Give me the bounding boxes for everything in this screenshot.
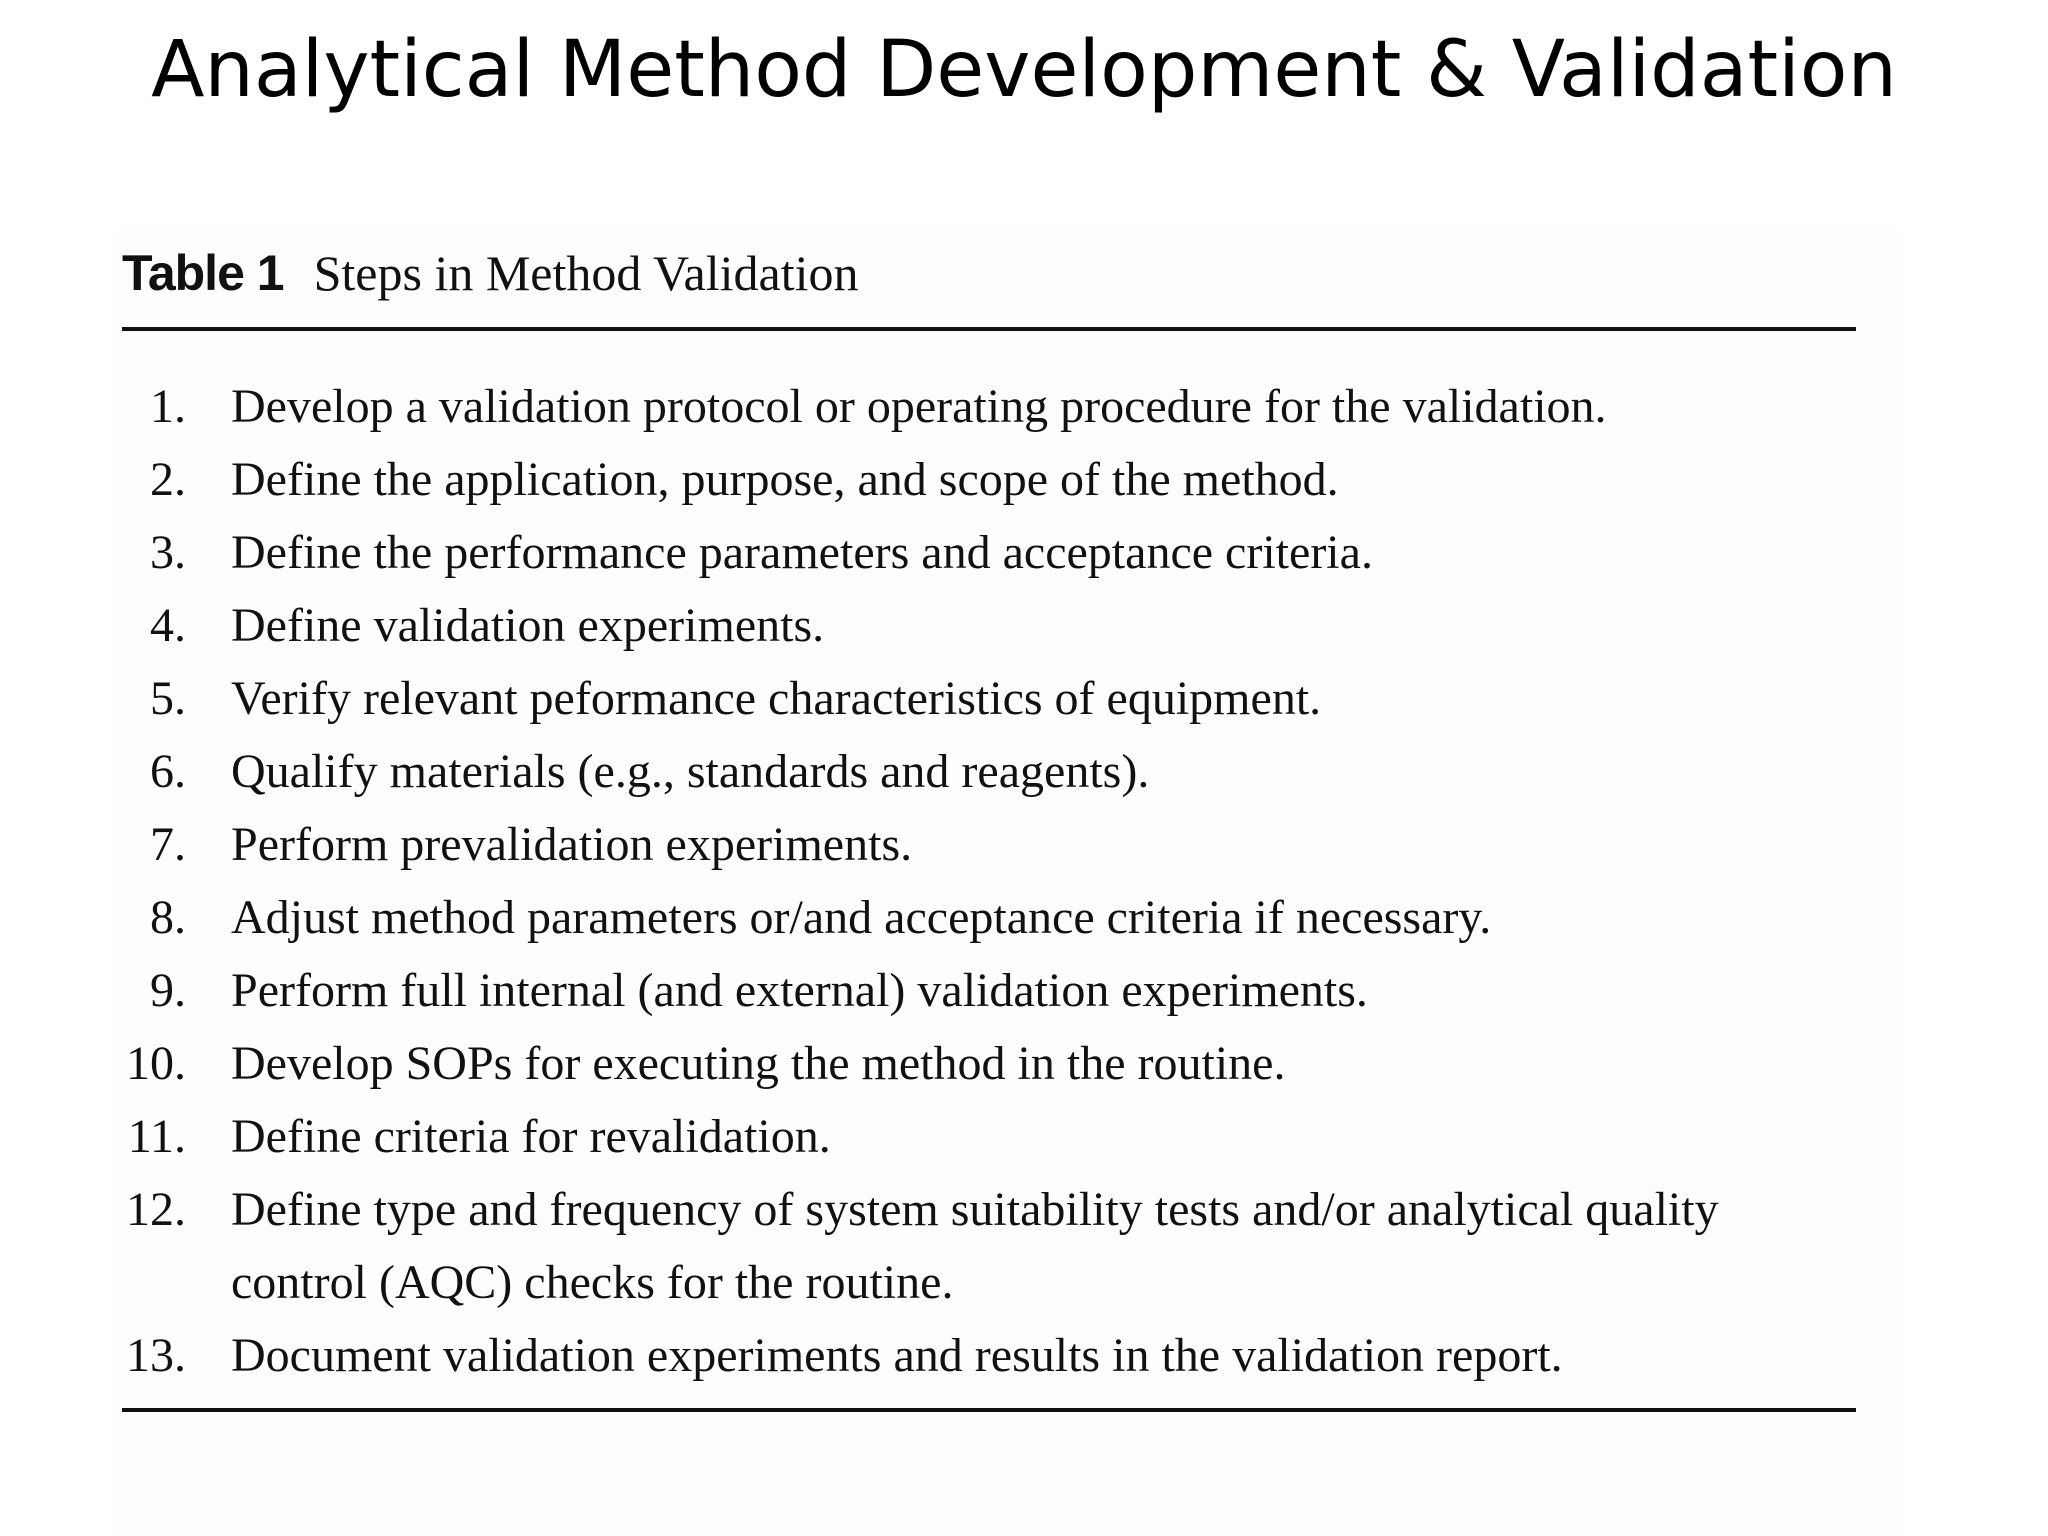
list-item [118, 1319, 1898, 1392]
step-text: Define the application, purpose, and scope of the method. [231, 453, 1339, 506]
step-number: 9. [150, 964, 186, 1017]
step-text: Verify relevant peformance characteristics of equipment. [231, 672, 1322, 725]
step-text: Define validation experiments. [231, 599, 825, 652]
list-item [118, 1100, 1898, 1173]
step-text: Define criteria for revalidation. [231, 1110, 831, 1163]
step-text: Develop a validation protocol or operating procedure for the validation. [231, 380, 1607, 433]
list-item [118, 881, 1898, 954]
step-number: 6. [150, 745, 186, 798]
step-text: Develop SOPs for executing the method in the routine. [231, 1037, 1286, 1090]
step-text: Define the performance parameters and acceptance criteria. [231, 526, 1373, 579]
step-text: Perform prevalidation experiments. [231, 818, 913, 871]
bottom-rule [122, 1408, 1856, 1412]
steps-table [118, 230, 1898, 1536]
step-number: 11. [127, 1110, 186, 1163]
steps-list [118, 370, 1898, 1392]
step-number: 10. [126, 1037, 186, 1090]
slide-title: Analytical Method Development & Validation [151, 25, 1897, 115]
step-number: 7. [150, 818, 186, 871]
list-item [118, 954, 1898, 1027]
list-item [118, 516, 1898, 589]
list-item [118, 808, 1898, 881]
list-item [118, 662, 1898, 735]
list-item [118, 589, 1898, 662]
list-item [118, 735, 1898, 808]
list-item [118, 443, 1898, 516]
step-text: Document validation experiments and results in the validation report. [231, 1329, 1563, 1382]
list-item [118, 1173, 1898, 1319]
table-caption-text: Steps in Method Validation [313, 245, 859, 301]
step-number: 8. [150, 891, 186, 944]
step-text: Define type and frequency of system suitability tests and/or analytical quality control (AQC) checks for the routine. [231, 1183, 1719, 1309]
list-item [118, 1027, 1898, 1100]
table-label: Table 1 [122, 245, 284, 301]
step-text: Perform full internal (and external) validation experiments. [231, 964, 1368, 1017]
step-number: 4. [150, 599, 186, 652]
step-number: 13. [126, 1329, 186, 1382]
step-number: 5. [150, 672, 186, 725]
step-number: 2. [150, 453, 186, 506]
step-number: 3. [150, 526, 186, 579]
top-rule [122, 327, 1856, 331]
step-number: 12. [126, 1183, 186, 1236]
table-caption [122, 244, 859, 302]
list-item [118, 370, 1898, 443]
step-text: Adjust method parameters or/and acceptance criteria if necessary. [231, 891, 1492, 944]
step-number: 1. [150, 380, 186, 433]
step-text: Qualify materials (e.g., standards and reagents). [231, 745, 1150, 798]
